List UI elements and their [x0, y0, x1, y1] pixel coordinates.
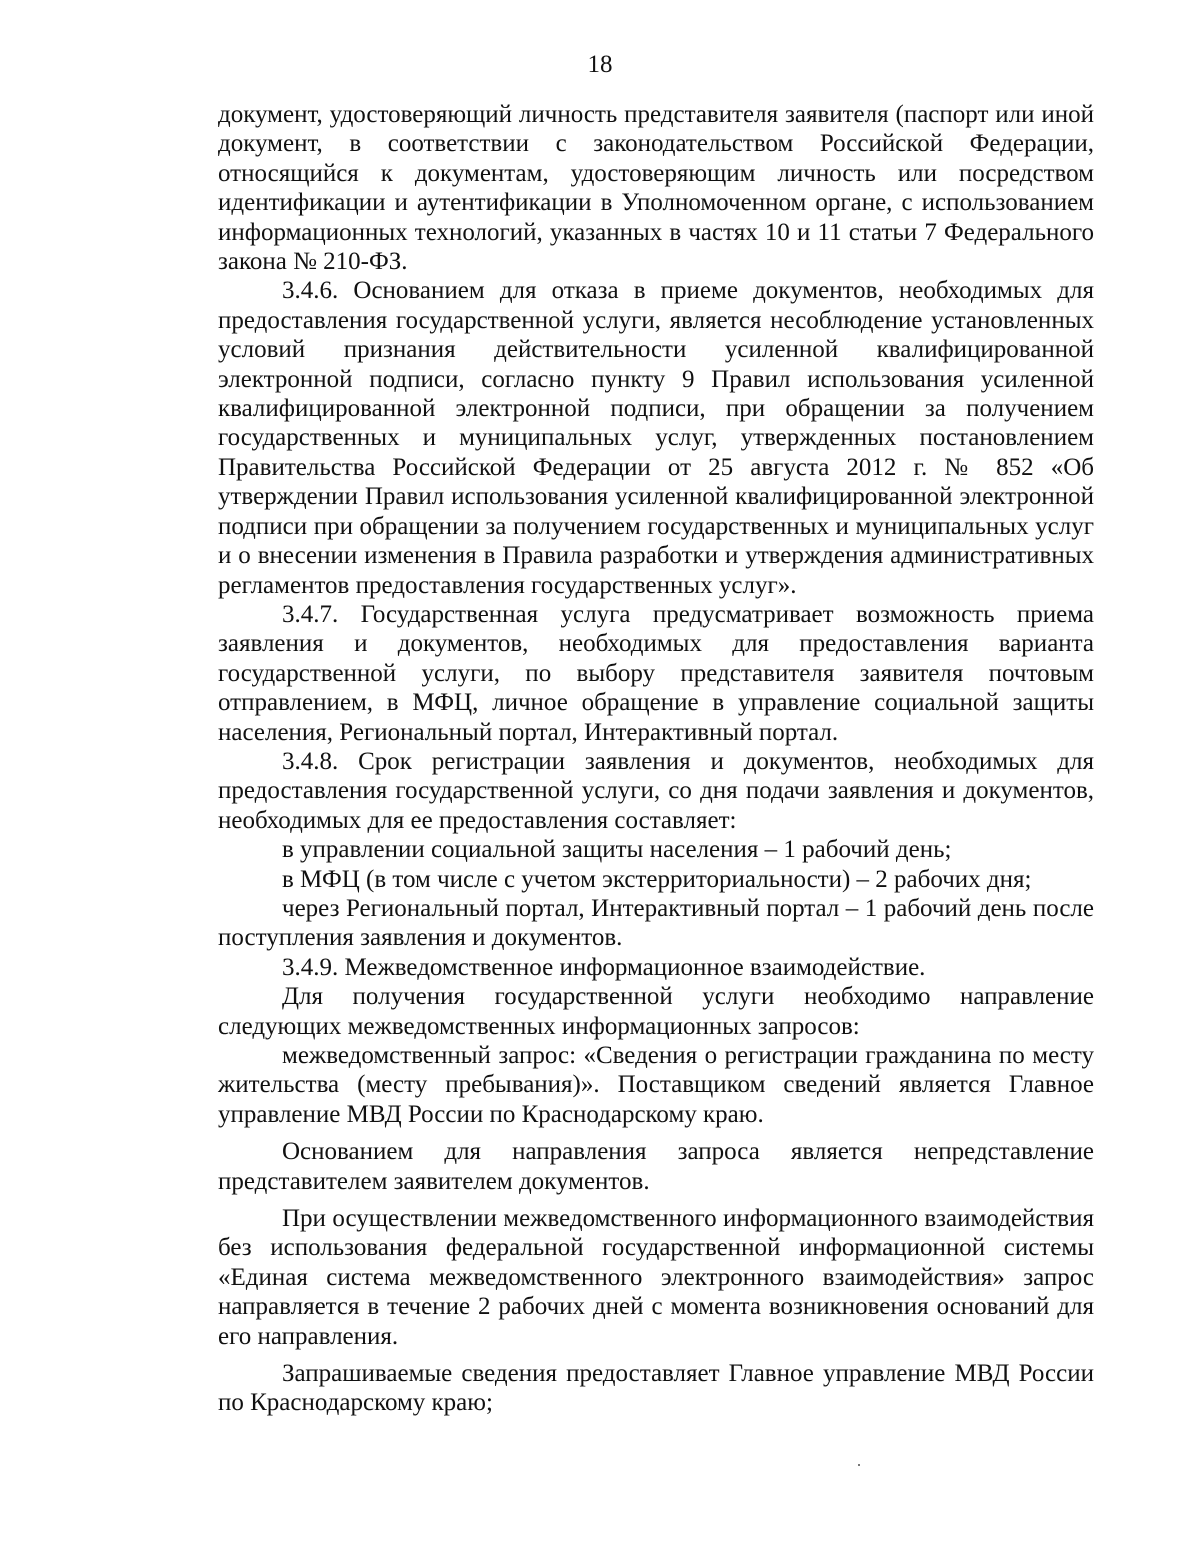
paragraph-3-4-7: 3.4.7. Государственная услуга предусматривает возможность приема заявления и документов, необходимых для предоставления варианта государственной услуги, по выбору представителя заявителя почтовым отправлением, в МФЦ, личное обращение в управление социальной защиты населения, Региональный портал, Интерактивный портал. — [218, 600, 1094, 746]
paragraph-3-4-9: 3.4.9. Межведомственное информационное взаимодействие. — [282, 953, 926, 981]
paragraph-identity-document: документ, удостоверяющий личность представителя заявителя (паспорт или иной документ, в соответствии с законодательством Российской Федерации, относящийся к документам, удостоверяющим личность или посредством идентификации и аутентификации в Уполномоченном органе, с использованием информационных технологий, указанных в частях 10 и 11 статьи 7 Федерального закона № 210-ФЗ. — [218, 101, 1094, 276]
paragraph-request-timing: При осуществлении межведомственного информационного взаимодействия без использования федеральной государственной информационной системы «Единая система межведомственного электронного взаимодействия» запрос направляется в течение 2 рабочих дней с момента возникновения оснований для его направления. — [218, 1205, 1094, 1350]
list-item-portal: через Региональный портал, Интерактивный портал – 1 рабочий день после поступления заявления и документов. — [218, 894, 1094, 952]
paragraph-3-4-8: 3.4.8. Срок регистрации заявления и документов, необходимых для предоставления государственной услуги, со дня подачи заявления и документов, необходимых для ее предоставления составляет: — [218, 747, 1094, 834]
paragraph-requests-intro: Для получения государственной услуги необходимо направление следующих межведомственных информационных запросов: — [218, 983, 1094, 1040]
paragraph-request-registration: межведомственный запрос: «Сведения о регистрации гражданина по месту жительства (месту пребывания)». Поставщиком сведений является Главное управление МВД России по Краснодарскому краю. — [218, 1042, 1094, 1128]
list-item-social-protection: в управлении социальной защиты населения – 1 рабочий день; — [282, 836, 952, 864]
paragraph-request-basis: Основанием для направления запроса является непредставление представителем заявителем документов. — [218, 1138, 1094, 1195]
paragraph-information-provider: Запрашиваемые сведения предоставляет Главное управление МВД России по Краснодарскому краю; — [218, 1360, 1094, 1417]
document-body — [218, 100, 1094, 1418]
scan-artifact-dot — [858, 1464, 860, 1466]
list-item-mfc: в МФЦ (в том числе с учетом экстерриториальности) – 2 рабочих дня; — [282, 865, 1032, 893]
page-number: 18 — [587, 51, 613, 78]
paragraph-3-4-6: 3.4.6. Основанием для отказа в приеме документов, необходимых для предоставления государственной услуги, является несоблюдение установленных условий признания действительности усиленной квалифицированной электронной подписи, согласно пункту 9 Правил использования усиленной квалифицированной электронной подписи, при обращении за получением государственных и муниципальных услуг, утвержденных постановлением Правительства Российской Федерации от 25 августа 2012 г. № 852 «Об утверждении Правил использования усиленной квалифицированной электронной подписи при обращении за получением государственных и муниципальных услуг и о внесении изменения в Правила разработки и утверждения административных регламентов предоставления государственных услуг». — [218, 277, 1094, 599]
